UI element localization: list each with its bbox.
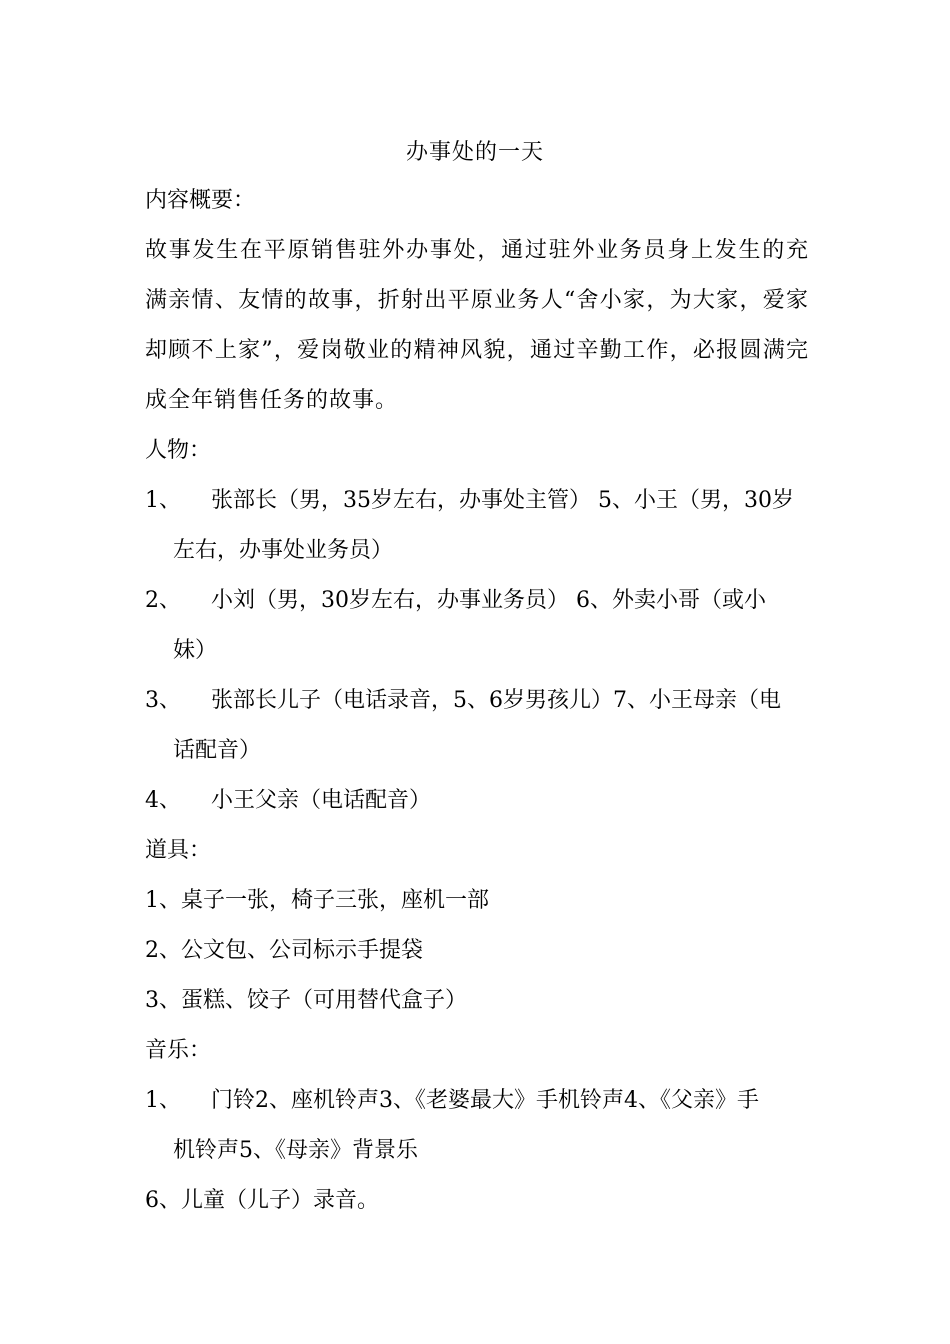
music-line: 门铃2、座机铃声3、《老婆最大》手机铃声4、《父亲》手	[211, 1088, 759, 1113]
music-item-1	[145, 1076, 815, 1126]
music-item-6: 6、儿童（儿子）录音。	[145, 1188, 379, 1213]
summary-paragraph: 故事发生在平原销售驻外办事处，通过驻外业务员身上发生的充满亲情、友情的故事，折射出平原业务人“舍小家，为大家，爱家却顾不上家”，爱岗敬业的精神风貌，通过辛勤工作，必报圆满完成全年销售任务的故事。	[145, 238, 809, 413]
page-title: 办事处的一天	[405, 140, 544, 165]
list-number: 1、	[145, 1088, 181, 1113]
character-line: 张部长（男，35岁左右，办事处主管） 5、小王（男，30岁	[211, 488, 794, 513]
characters-heading: 人物：	[145, 438, 212, 463]
character-item-4	[145, 776, 815, 826]
prop-item-1: 1、桌子一张，椅子三张，座机一部	[145, 888, 489, 913]
character-item-2	[145, 576, 815, 626]
music-line-continued: 机铃声5、《母亲》背景乐	[173, 1138, 418, 1163]
character-line: 小刘（男，30岁左右，办事业务员） 6、外卖小哥（或小	[211, 588, 766, 613]
list-number: 1、	[145, 488, 181, 513]
character-line-continued: 话配音）	[173, 738, 262, 763]
character-item-1	[145, 476, 815, 526]
summary-heading: 内容概要：	[145, 188, 256, 213]
character-line: 张部长儿子（电话录音，5、6岁男孩儿）7、小王母亲（电	[211, 688, 781, 713]
character-line-continued: 妹）	[173, 638, 218, 663]
list-number: 4、	[145, 788, 181, 813]
character-line-continued: 左右，办事处业务员）	[173, 538, 394, 563]
character-line: 小王父亲（电话配音）	[211, 788, 432, 813]
list-number: 2、	[145, 588, 181, 613]
list-number: 3、	[145, 688, 181, 713]
props-heading: 道具：	[145, 838, 212, 863]
character-item-3	[145, 676, 815, 726]
prop-item-3: 3、蛋糕、饺子（可用替代盒子）	[145, 988, 467, 1013]
prop-item-2: 2、公文包、公司标示手提袋	[145, 938, 423, 963]
music-heading: 音乐：	[145, 1038, 212, 1063]
